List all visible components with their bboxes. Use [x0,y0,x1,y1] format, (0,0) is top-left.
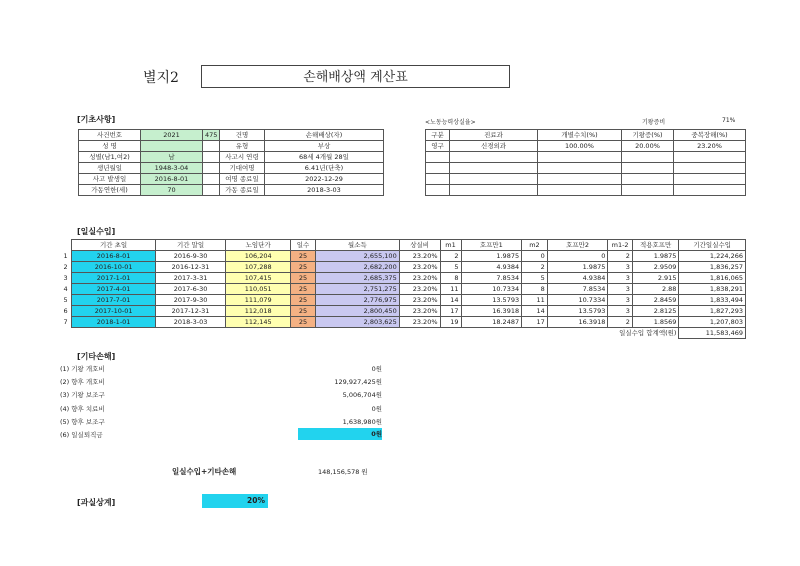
lost-income-header: 적용호프만 [632,240,679,251]
lost-income-cell: 25 [291,317,315,328]
lost-income-cell: 2,655,100 [315,251,399,262]
lost-income-row [60,306,746,317]
lost-income-cell: 1,816,065 [679,273,746,284]
basic-key: 성별(남1,여2) [79,152,141,163]
disability-empty-row [426,174,746,185]
disability-cell[interactable]: 23.20% [674,141,746,152]
disability-cell: 신경외과 [450,141,538,152]
lost-income-cell: 25 [291,284,315,295]
basic-key: 가동연한(세) [79,185,141,196]
lost-income-header-row [60,240,746,251]
row-number-header [60,240,72,251]
basic-value2: 2022-12-29 [265,174,384,185]
disability-table [425,129,746,196]
basic-key: 성 명 [79,141,141,152]
lost-income-cell: 1.9875 [632,251,679,262]
lost-income-cell: 23.20% [399,317,440,328]
lost-income-cell: 3 [608,306,632,317]
basic-value2: 6.41년(단축) [265,163,384,174]
lost-income-header: 상실비 [399,240,440,251]
lost-income-header: 호프만2 [547,240,608,251]
basic-value-extra[interactable]: 475 [203,130,220,141]
lost-income-cell: 16.3918 [547,317,608,328]
lost-income-cell: 112,018 [226,306,291,317]
disability-empty-cell[interactable] [538,152,622,163]
lost-income-cell: 2017-6-30 [156,284,226,295]
lost-income-row [60,284,746,295]
lost-income-cell: 5 [440,262,461,273]
lost-income-header: m1 [440,240,461,251]
disability-empty-cell[interactable] [674,185,746,196]
disability-empty-cell[interactable] [450,174,538,185]
basic-row [79,141,384,152]
lost-income-cell: 4.9384 [547,273,608,284]
sum-value: 148,156,578 원 [318,468,368,476]
lost-income-cell: 111,079 [226,295,291,306]
disability-empty-cell[interactable] [622,163,674,174]
lost-income-cell: 23.20% [399,295,440,306]
lost-income-cell: 18.2487 [461,317,522,328]
lost-income-cell: 2.8459 [632,295,679,306]
lost-income-cell[interactable]: 2016-8-01 [72,251,156,262]
lost-income-cell: 2 [608,251,632,262]
disability-cell[interactable]: 20.00% [622,141,674,152]
lost-income-cell: 2017-12-31 [156,306,226,317]
lost-income-cell[interactable]: 2018-1-01 [72,317,156,328]
lost-income-cell: 23.20% [399,262,440,273]
lost-income-cell: 2.8125 [632,306,679,317]
basic-value-input[interactable]: 2021 [141,130,203,141]
lost-income-cell: 2,685,375 [315,273,399,284]
lost-income-cell: 7.8534 [461,273,522,284]
lost-income-cell: 2016-12-31 [156,262,226,273]
disability-empty-cell[interactable] [674,163,746,174]
lost-income-cell[interactable]: 2017-4-01 [72,284,156,295]
other-section-title: [기타손해] [77,352,116,361]
basic-value-extra [203,163,220,174]
lost-income-cell: 16.3918 [461,306,522,317]
basic-key2: 사고시 연령 [220,152,265,163]
total-label: 일실수입 합계액(원) [619,329,677,338]
disability-header-row [426,130,746,141]
disability-header: 개별수치(%) [538,130,622,141]
sum-label: 일실수입+기타손해 [172,467,237,476]
basic-row [79,130,384,141]
other-item-label: (1) 기왕 개호비 [60,365,105,373]
disability-header: 기왕증(%) [622,130,674,141]
other-item-value: 1,638,980원 [342,417,382,426]
lost-income-cell: 3 [608,295,632,306]
lost-income-cell: 2 [440,251,461,262]
lost-income-header: 일수 [291,240,315,251]
disability-empty-cell[interactable] [450,163,538,174]
disability-empty-cell[interactable] [426,152,450,163]
other-item-label: (4) 향후 치료비 [60,404,105,413]
lost-income-cell: 14 [440,295,461,306]
basic-value-extra [203,185,220,196]
lost-income-cell: 2017-3-31 [156,273,226,284]
disability-empty-cell[interactable] [426,185,450,196]
lost-income-cell: 2018-3-03 [156,317,226,328]
lost-income-cell: 1.9875 [461,251,522,262]
lost-income-cell[interactable]: 2017-10-01 [72,306,156,317]
basic-key2: 여명 종료일 [220,174,265,185]
lost-income-cell: 11 [522,295,548,306]
lost-income-cell: 19 [440,317,461,328]
basic-value-input[interactable]: 2016-8-01 [141,174,203,185]
lost-income-cell: 1,838,291 [679,284,746,295]
lost-income-cell: 110,051 [226,284,291,295]
row-number: 6 [63,307,68,315]
basic-value2: 부상 [265,141,384,152]
lost-income-cell: 10.7334 [547,295,608,306]
lost-income-header: m2 [522,240,548,251]
other-item-value: 0원 [371,365,382,373]
lost-income-cell: 107,288 [226,262,291,273]
basic-row [79,163,384,174]
other-item-value: 0원 [371,404,382,413]
lost-income-cell: 25 [291,295,315,306]
lost-income-cell: 11 [440,284,461,295]
row-number: 3 [63,274,68,282]
lost-income-cell: 17 [522,317,548,328]
disability-row [426,141,746,152]
basic-key: 사고 발생일 [79,174,141,185]
basic-value2: 손해배상(자) [265,130,384,141]
basic-key2: 유형 [220,141,265,152]
basic-key2: 건명 [220,130,265,141]
lost-income-header: 기간 초일 [72,240,156,251]
disability-header: 구분 [426,130,450,141]
page-title: 손해배상액 계산표 [201,65,510,88]
lost-income-cell: 25 [291,262,315,273]
lost-income-cell: 107,415 [226,273,291,284]
lost-income-cell: 1.9875 [547,262,608,273]
basic-section-title: [기초사항] [77,115,116,124]
lost-income-cell[interactable]: 2017-7-01 [72,295,156,306]
lost-income-cell: 2,682,200 [315,262,399,273]
disability-rate-value: 71% [722,117,736,124]
disability-caption: <노동능력상실율> [425,119,476,126]
lost-income-header: 노임단가 [226,240,291,251]
disability-rate-label: 기왕증비 [642,119,666,126]
disability-empty-cell[interactable] [426,163,450,174]
lost-income-cell: 8 [440,273,461,284]
lost-income-cell: 25 [291,306,315,317]
basic-value-extra [203,174,220,185]
disability-empty-cell[interactable] [538,185,622,196]
lost-income-cell: 3 [608,284,632,295]
row-number: 1 [63,252,68,260]
lost-income-row [60,317,746,328]
disability-header: 진료과 [450,130,538,141]
basic-value-extra [203,152,220,163]
lost-income-cell: 5 [522,273,548,284]
lost-income-cell: 1,207,803 [679,317,746,328]
lost-income-cell: 112,145 [226,317,291,328]
lost-income-cell: 25 [291,273,315,284]
disability-empty-cell[interactable] [622,152,674,163]
lost-income-cell: 3 [608,262,632,273]
disability-empty-cell[interactable] [450,185,538,196]
lost-income-cell: 0 [547,251,608,262]
disability-cell[interactable]: 100.00% [538,141,622,152]
lost-income-cell: 2.88 [632,284,679,295]
disability-empty-cell[interactable] [538,174,622,185]
lost-income-cell: 2,800,450 [315,306,399,317]
fault-section-title: [과실상계] [77,498,116,507]
lost-income-cell: 2016-9-30 [156,251,226,262]
basic-row [79,185,384,196]
lost-income-table [60,239,746,339]
disability-empty-cell[interactable] [538,163,622,174]
lost-income-cell: 1,836,257 [679,262,746,273]
fault-rate[interactable]: 20% [202,494,268,508]
disability-empty-row [426,163,746,174]
row-number: 4 [63,285,68,293]
row-number: 5 [63,296,68,304]
disability-empty-cell[interactable] [450,152,538,163]
basic-value-input[interactable] [141,141,203,152]
lost-income-cell: 13.5793 [461,295,522,306]
form-number: 별지2 [143,70,179,86]
lost-income-cell: 2,803,625 [315,317,399,328]
disability-empty-row [426,185,746,196]
lost-income-header: m1-2 [608,240,632,251]
lost-income-cell: 10.7334 [461,284,522,295]
other-item-label: (3) 기왕 보조구 [60,391,105,400]
lost-income-cell: 2017-9-30 [156,295,226,306]
basic-key: 생년월일 [79,163,141,174]
other-item-label: (6) 일실퇴직금 [60,431,103,439]
basic-key: 사건번호 [79,130,141,141]
disability-empty-cell[interactable] [622,185,674,196]
lost-income-row [60,251,746,262]
basic-table [78,129,384,196]
lost-income-cell: 2,776,975 [315,295,399,306]
disability-empty-cell[interactable] [622,174,674,185]
basic-row [79,152,384,163]
lost-income-cell: 2 [608,317,632,328]
lost-income-cell: 25 [291,251,315,262]
lost-income-cell: 0 [522,251,548,262]
lost-income-cell: 4.9384 [461,262,522,273]
other-item-label: (2) 향후 개호비 [60,378,105,387]
basic-value-input[interactable]: 남 [141,152,203,163]
lost-income-cell: 2.915 [632,273,679,284]
lost-income-header: 호프만1 [461,240,522,251]
basic-key2: 기대여명 [220,163,265,174]
lost-income-row [60,262,746,273]
other-item-value: 129,927,425원 [334,378,382,387]
basic-value-input[interactable]: 70 [141,185,203,196]
lost-income-cell: 23.20% [399,273,440,284]
lost-income-cell: 2.9509 [632,262,679,273]
disability-cell: 영구 [426,141,450,152]
disability-header: 중복장해(%) [674,130,746,141]
other-item-label: (5) 향후 보조구 [60,417,105,426]
disability-empty-cell[interactable] [674,174,746,185]
lost-income-cell: 1,224,266 [679,251,746,262]
lost-income-total-row [60,328,746,339]
lost-income-header: 월소득 [315,240,399,251]
lost-income-cell: 2 [522,262,548,273]
basic-value-input[interactable]: 1948-3-04 [141,163,203,174]
row-number: 2 [63,263,68,271]
lost-income-cell: 1,827,293 [679,306,746,317]
lost-income-cell: 7.8534 [547,284,608,295]
basic-key2: 가동 종료일 [220,185,265,196]
basic-value-extra [203,141,220,152]
lost-income-cell: 8 [522,284,548,295]
lost-income-cell: 23.20% [399,251,440,262]
disability-empty-row [426,152,746,163]
lost-income-cell: 3 [608,273,632,284]
lost-income-cell: 14 [522,306,548,317]
other-item-value[interactable]: 0원 [298,428,382,440]
row-number: 7 [63,318,68,326]
lost-income-cell: 106,204 [226,251,291,262]
basic-value2: 68세 4개월 28일 [265,152,384,163]
lost-income-section-title: [일실수입] [77,227,116,236]
total-value: 11,583,469 [679,328,746,339]
basic-row [79,174,384,185]
basic-value2: 2018-3-03 [265,185,384,196]
lost-income-cell: 1.8569 [632,317,679,328]
lost-income-cell: 13.5793 [547,306,608,317]
other-item-value: 5,006,704원 [342,391,382,400]
lost-income-cell: 23.20% [399,284,440,295]
disability-empty-cell[interactable] [674,152,746,163]
lost-income-row [60,273,746,284]
lost-income-cell[interactable]: 2016-10-01 [72,262,156,273]
lost-income-row [60,295,746,306]
lost-income-header: 기간일실수입 [679,240,746,251]
disability-empty-cell[interactable] [426,174,450,185]
lost-income-cell: 23.20% [399,306,440,317]
lost-income-cell[interactable]: 2017-1-01 [72,273,156,284]
lost-income-cell: 17 [440,306,461,317]
lost-income-cell: 2,751,275 [315,284,399,295]
lost-income-cell: 1,833,494 [679,295,746,306]
lost-income-header: 기간 말일 [156,240,226,251]
